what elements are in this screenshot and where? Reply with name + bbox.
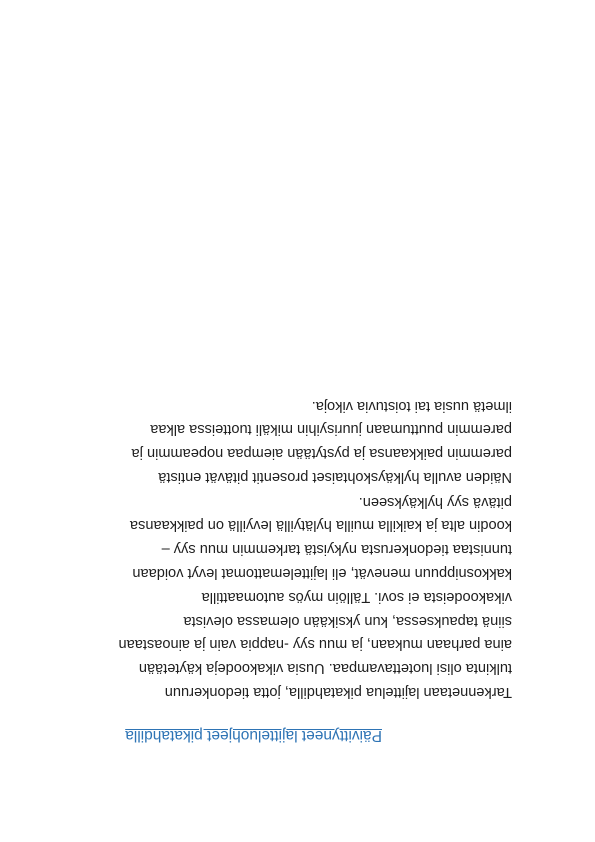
paragraph-line: Näiden avulla hylkäyskohtaiset prosentit pitävät entistä [158,469,512,485]
body-paragraph-1 [67,489,512,703]
paragraph-line: tulkinta olisi luotettavampaa. Uusia vikakoodeja käytetään [138,660,512,677]
paragraph-line: ilmetä uusia tai toistuvia vikoja. [311,397,512,414]
paragraph-line: koodin alta ja kaikilla muilla hylätyillä levyillä on paikkaansa [129,517,512,534]
page-title: Päivittyneet lajitteluohjeet pikatahdilla [125,727,382,744]
paragraph-line: siinä tapauksessa, kun yksikään olemassa olevista [183,612,512,629]
paragraph-line: kakkosnippuun menevät, eli lajittelemattomat levyt voidaan [132,565,512,582]
paragraph-line: Tarkennetaan lajittelua pikatahdilla, jotta tiedonkeruun [164,684,512,700]
body-paragraph-2 [67,393,512,488]
paragraph-line: paremmin puuttumaan juurisyihin mikäli tuotteissa alkaa [150,421,512,438]
paragraph-line: vikakoodeista ei sovi. Tällöin myös automaattilla [201,588,512,605]
paragraph-line: paremmin paikkaansa ja pystytään aiempaa nopeammin ja [131,445,512,462]
paragraph-line: tunnistaa tiedonkerusta nykyistä tarkemmin muu syy – [161,541,512,558]
paragraph-line: aina parhaan mukaan, ja muu syy -nappia vain ja ainoastaan [118,636,512,653]
paragraph-line: pitävä syy hylkäykseen. [358,493,512,510]
